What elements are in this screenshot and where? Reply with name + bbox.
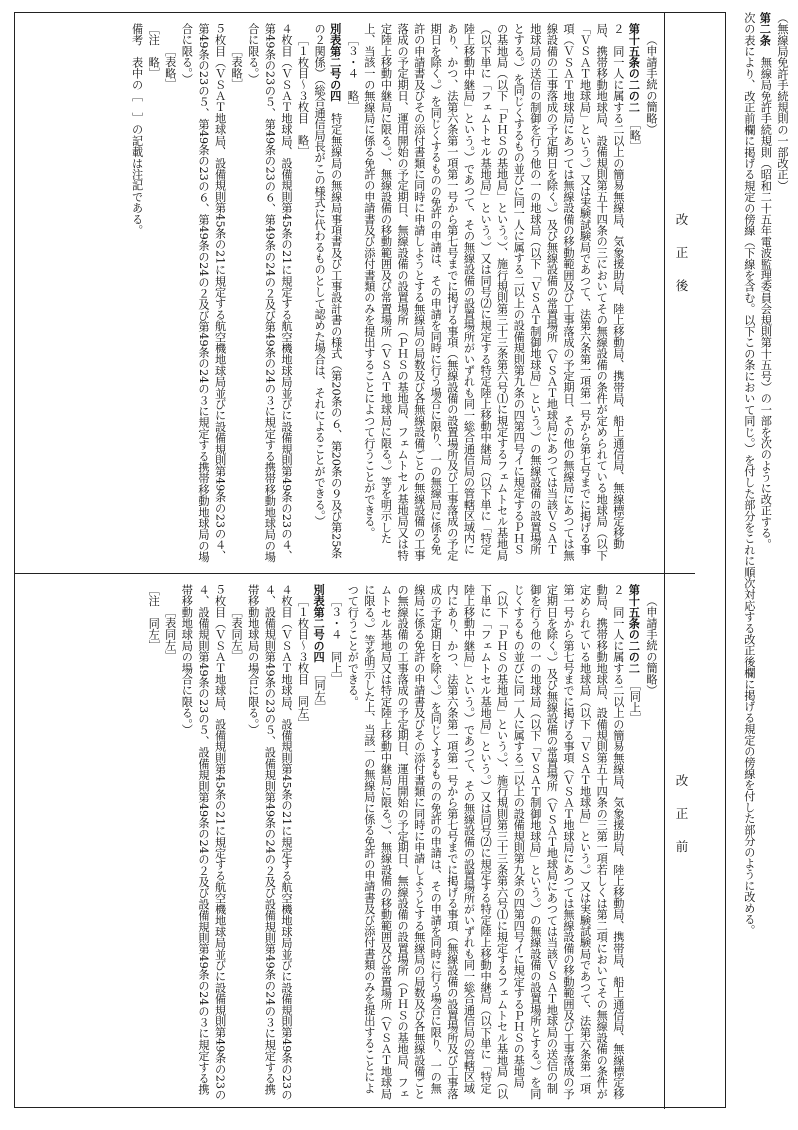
- after-art-body: ［略］: [628, 123, 642, 152]
- after-form-label: 別表第二号の四: [328, 23, 343, 102]
- after-caption: （申請手続の簡略）: [645, 34, 658, 135]
- article-text: 無線局免許手続規則（昭和二十五年電波監理委員会規則第十五号）の一部を次のように改正する。: [759, 56, 773, 550]
- before-s5-table: ［表同左］: [163, 606, 177, 663]
- after-s4: ４枚目（ＶＳＡＴ地球局、設備規則第45条の21に規定する航空機地球局並びに設備規則第49条の23の４、第49条の23の５、第49条の23の６、第49条の24の２及び第49条の24の３に規定する携帯移動地球局の場合に限る。）: [246, 23, 293, 563]
- before-form-text: ［同左］: [313, 673, 327, 713]
- before-s4: ４枚目（ＶＳＡＴ地球局、設備規則第45条の21に規定する航空機地球局並びに設備規則第49条の23の４、設備規則第49条の23の５、設備規則第49条の24の２及び設備規則第49条の24の３に規定する携帯移動地球局の場合に限る。）: [246, 584, 293, 1101]
- preamble-instruction: 次の表により、改正前欄に掲げる規定の傍線（下線を含む。以下この条において同じ。）を付した部分をこれに順次対応する改正後欄に掲げる規定の傍線を付した部分のように改める。: [742, 12, 756, 936]
- before-para2: ２ 同一人に属する二以上の簡易無線局、気象援助局、陸上移動局、携帯局、船上通信局、無線標定移動局、携帯移動地球局、設備規則第五十四条の三第一項若しくは第二項においてその無線設備の条件が定められている地球局（以下「ＶＳＡＴ地球局」という。）又は実験試験局であつて、法第六条第一項第一号から第七号までに掲げる事項（ＶＳＡＴ地球局にあつては無線設備の移動範囲及び工事落成の予定期日を除く。）及び無線設備の常置場所（ＶＳＡＴ地球局にあつては当該ＶＳＡＴ地球局の送信の制御を行う他の一の地球局（以下「ＶＳＡＴ制御地球局」という。）の無線設備の設置場所とする。）を同じくするもの並びに同一人に属する二以上の設備規則第九条の四第四号イに規定するＰＨＳの基地局（以下「ＰＨＳの基地局」という。）、施行規則第三十三条第六号⑴に規定するフェムトセル基地局（以下単に「フェムトセル基地局」という。）又は同号⑵に規定する特定陸上移動中継局（以下単に「特定陸上移動中継局」という。）であつて、その無線設備の設置場所がいずれも同一総合通信局の管轄区域内にあり、かつ、法第六条第一項第一号から第七号までに掲げる事項（無線設備の設置場所及び工事落成の予定期日を除く。）を同じくするものの免許の申請は、その申請を同時に行う場合に限り、一の無線局に係る免許の申請書及びその添付書類に同時に申請しようとする無線局の局数及び各無線設備ごとの無線設備の工事落成の予定期日、運用開始の予定期日、無線設備の設置場所（ＰＨＳの基地局、フェムトセル基地局又は特定陸上移動中継局に限る。）、無線設備の移動範囲及び常置場所（ＶＳＡＴ地球局に限る。）等を明示した上、当該一の無線局に係る免許の申請書及び添付書類のみを提出することによつて行うことができる。: [346, 584, 625, 1100]
- before-article: [626, 584, 643, 1101]
- after-note: ［注 略］: [147, 23, 161, 79]
- after-article: [626, 23, 643, 565]
- before-s1: ［１枚目～３枚目 同左］: [296, 595, 310, 730]
- before-header: [664, 574, 695, 1109]
- after-s4-table: ［表略］: [230, 45, 244, 91]
- before-art-body: ［同上］: [628, 684, 642, 725]
- comparison-table: [14, 12, 726, 1108]
- article-label: 第二条: [758, 12, 773, 46]
- after-s5-table: ［表略］: [163, 45, 177, 91]
- after-s5: ５枚目（ＶＳＡＴ地球局、設備規則第45条の21に規定する航空機地球局並びに設備規則第49条の23の４、第49条の23の５、第49条の23の６、第49条の24の２及び第49条の24の３に規定する携帯移動地球局の場合に限る。）: [180, 23, 227, 563]
- after-para2: ２ 同一人に属する二以上の簡易無線局、気象援助局、陸上移動局、携帯局、船上通信局、無線標定移動局、携帯移動地球局、設備規則第五十四条の三においてその無線設備の条件が定められている地球局（以下「ＶＳＡＴ地球局」という。）又は実験試験局であつて、法第六条第一項第一号から第七号までに掲げる事項（ＶＳＡＴ地球局にあつては無線設備の移動範囲及び工事落成の予定期日、その他の無線局にあつては無線設備の工事落成の予定期日を除く。）及び無線設備の常置場所（ＶＳＡＴ地球局にあつては当該ＶＳＡＴ地球局の送信の制御を行う他の一の地球局（以下「ＶＳＡＴ制御地球局」という。）の無線設備の設置場所とする。）を同じくするもの並びに同一人に属する二以上の設備規則第九条の四第四号イに規定するＰＨＳの基地局（以下「ＰＨＳの基地局」という。）、施行規則第三十三条第六号⑴に規定するフェムトセル基地局（以下単に「フェムトセル基地局」という。）又は同号⑵に規定する特定陸上移動中継局（以下単に「特定陸上移動中継局」という。）であつて、その無線設備の設置場所がいずれも同一総合通信局の管轄区域内にあり、かつ、法第六条第一項第一号から第七号までに掲げる事項（無線設備の設置場所及び工事落成の予定期日を除く。）を同じくするものの免許の申請は、その申請を同時に行う場合に限り、一の無線局に係る免許の申請書及びその添付書類に同時に申請しようとする無線局の局数及び各無線設備ごとの無線設備の工事落成の予定期日、運用開始の予定期日、無線設備の設置場所（ＰＨＳの基地局、フェムトセル基地局又は特定陸上移動中継局に限る。）、無線設備の移動範囲及び常置場所（ＶＳＡＴ地球局に限る。）等を明示した上、当該一の無線局に係る免許の申請書及び添付書類のみを提出することによつて行うことができる。: [362, 23, 625, 561]
- after-section: [15, 13, 695, 573]
- before-caption: （申請手続の簡略）: [645, 595, 658, 696]
- before-body: [145, 584, 659, 1101]
- after-biko: 備考 表中の［ ］の記載は注記である。: [130, 23, 144, 236]
- after-s1: ［１枚目～３枚目 略］: [296, 34, 310, 158]
- before-art-label: 第十五条の二の二: [627, 584, 642, 674]
- before-s4-table: ［表同左］: [230, 606, 244, 663]
- preamble-title: （無線局免許手続規則の一部改正）: [776, 12, 789, 192]
- after-header-label: 改 正 後: [674, 213, 689, 296]
- after-para34: ［３・４ 略］: [346, 34, 360, 113]
- before-note: ［注 同左］: [147, 584, 161, 652]
- before-s5: ５枚目（ＶＳＡＴ地球局、設備規則第45条の21に規定する航空機地球局並びに設備規則第49条の23の４、設備規則第49条の23の５、設備規則第49条の24の２及び設備規則第49条の24の３に規定する携帯移動地球局の場合に限る。）: [180, 584, 227, 1101]
- preamble-article: [757, 12, 774, 1112]
- after-body: [128, 23, 659, 565]
- preamble: [730, 12, 790, 1112]
- before-para34: ［３・４ 同上］: [329, 595, 343, 685]
- before-section: [15, 573, 695, 1109]
- before-form-label: 別表第二号の四: [312, 584, 327, 663]
- before-header-label: 改 正 前: [674, 774, 689, 857]
- after-header: [664, 13, 695, 573]
- after-form-text: 特定無線局の無線局事項書及び工事設計書の様式（第20条の６、第20条の９及び第25条の２関係）（総合通信局長がこの様式に代わるものとして認めた場合は、それによることができる。）: [313, 23, 343, 559]
- after-art-label: 第十五条の二の二: [627, 23, 642, 113]
